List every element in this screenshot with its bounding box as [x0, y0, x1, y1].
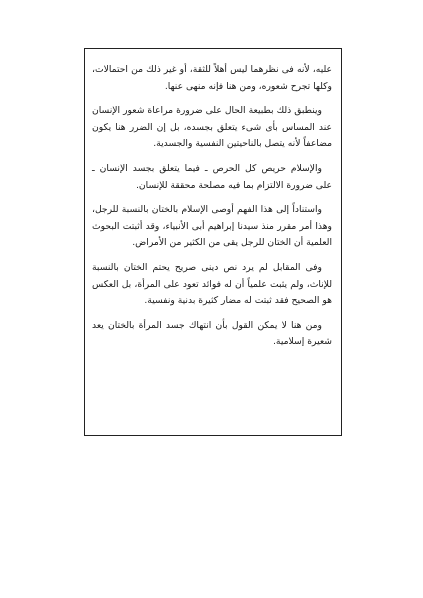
document-body [92, 62, 332, 351]
paragraph-6: ومن هنا لا يمكن القول بأن انتهاك جسد المرأة بالختان يعد شعيرة إسلامية. [92, 319, 332, 348]
paragraph-1: عليه، لأنه فى نظرهما ليس أهلاً للثقة، أو غير ذلك من احتمالات، وكلها تجرح شعوره، ومن هنا فإنه منهى عنها. [92, 64, 332, 92]
paragraph-4: واستناداً إلى هذا الفهم أوصى الإسلام بالختان بالنسبة للرجل، وهذا أمر مقرر منذ سيدنا إبراهيم أبى الأنبياء، وقد أثبتت البحوث العلمية أن الختان للرجل يقى من الكثير من الأمراض. [92, 204, 332, 249]
paragraph-2: وينطبق ذلك بطبيعة الحال على ضرورة مراعاة شعور الإنسان عند المساس بأى شىء يتعلق بجسده، بل إن الضرر هنا يكون مضاعفاً لأنه يتصل بالناحيتين النفسية والجسدية. [92, 105, 332, 150]
paragraph-5: وفى المقابل لم يرد نص دينى صريح يحتم الختان بالنسبة للإناث، ولم يثبت علمياً أن له فوائد تعود على المرأة، بل العكس هو الصحيح فقد ثبتت له مضار كثيرة بدنية ونفسية. [92, 261, 332, 307]
paragraph-3: والإسلام حريص كل الحرص ـ فيما يتعلق بجسد الإنسان ـ على ضرورة الالتزام بما فيه مصلحة محققة للإنسان. [92, 162, 332, 191]
